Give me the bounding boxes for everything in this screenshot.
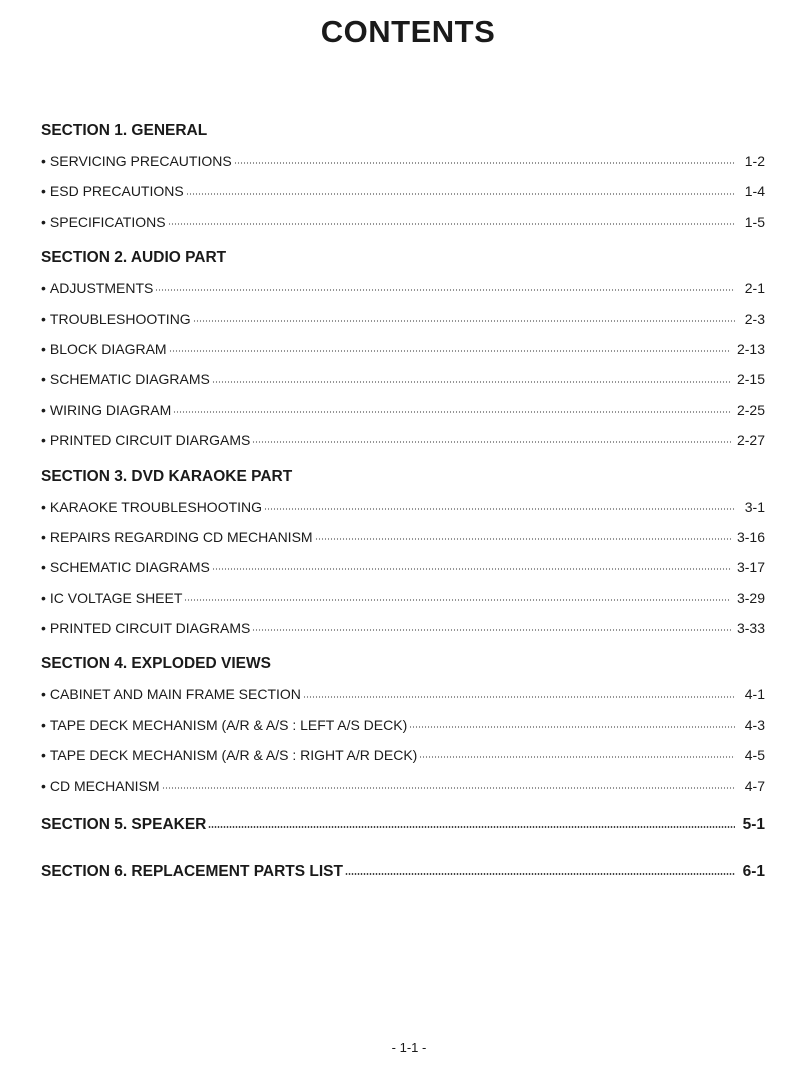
leader-dots xyxy=(212,381,731,383)
toc-entry[interactable] xyxy=(41,679,765,709)
entry-label: KARAOKE TROUBLESHOOTING xyxy=(49,498,263,515)
entry-label: PRINTED CIRCUIT DIARGAMS xyxy=(49,432,251,449)
page-number: 4-5 xyxy=(744,747,765,764)
leader-dots xyxy=(186,193,735,195)
bullet-icon: • xyxy=(41,280,46,297)
leader-dots xyxy=(264,508,735,510)
major-entry-label: SECTION 6. REPLACEMENT PARTS LIST xyxy=(41,863,343,881)
section-heading: SECTION 1. GENERAL xyxy=(41,122,208,139)
bullet-icon: • xyxy=(41,686,46,703)
toc-entry[interactable] xyxy=(41,176,765,206)
toc-major-entry[interactable] xyxy=(41,813,765,837)
toc-entry[interactable] xyxy=(41,771,765,801)
toc-entry[interactable] xyxy=(41,334,765,364)
table-of-contents xyxy=(41,120,765,884)
page-number: 2-27 xyxy=(736,432,765,449)
page-number: 1-4 xyxy=(744,183,765,200)
toc-entry[interactable] xyxy=(41,710,765,740)
entry-label: TAPE DECK MECHANISM (A/R & A/S : RIGHT A/R DECK) xyxy=(49,747,418,764)
bullet-icon: • xyxy=(41,559,46,576)
bullet-icon: • xyxy=(41,153,46,169)
entry-label: PRINTED CIRCUIT DIAGRAMS xyxy=(49,620,251,637)
bullet-icon: • xyxy=(41,310,46,327)
toc-entry[interactable] xyxy=(41,583,765,613)
leader-dots xyxy=(303,696,735,698)
entry-label: SCHEMATIC DIAGRAMS xyxy=(49,559,210,576)
page-number: 4-3 xyxy=(744,716,765,733)
page-number: 2-1 xyxy=(744,280,765,297)
toc-section xyxy=(41,653,765,801)
leader-dots xyxy=(315,538,731,540)
entry-label: WIRING DIAGRAM xyxy=(49,401,172,418)
leader-dots xyxy=(252,441,731,443)
toc-entry[interactable] xyxy=(41,492,765,522)
bullet-icon: • xyxy=(41,498,46,515)
leader-dots xyxy=(162,787,735,789)
page-number: 2-13 xyxy=(736,340,765,357)
section-heading: SECTION 4. EXPLODED VIEWS xyxy=(41,655,271,673)
page-number: 3-16 xyxy=(736,528,765,545)
toc-section xyxy=(41,466,765,644)
entry-label: TROUBLESHOOTING xyxy=(49,310,191,327)
entry-label: SCHEMATIC DIAGRAMS xyxy=(49,371,210,388)
toc-entry[interactable] xyxy=(41,273,765,303)
bullet-icon: • xyxy=(41,589,46,606)
leader-dots xyxy=(234,162,735,164)
leader-dots xyxy=(252,629,731,631)
page-title: CONTENTS xyxy=(320,14,496,49)
bullet-icon: • xyxy=(41,340,46,357)
toc-entry[interactable] xyxy=(41,304,765,334)
toc-entry[interactable] xyxy=(41,740,765,770)
page-number: 2-3 xyxy=(744,310,765,327)
entry-label: BLOCK DIAGRAM xyxy=(49,340,167,357)
toc-entry[interactable] xyxy=(41,613,765,643)
bullet-icon: • xyxy=(41,747,46,764)
page-number: 3-33 xyxy=(736,620,765,637)
entry-label: REPAIRS REGARDING CD MECHANISM xyxy=(49,528,313,545)
leader-dots xyxy=(184,599,731,601)
entry-label: IC VOLTAGE SHEET xyxy=(49,589,183,606)
toc-entry[interactable] xyxy=(41,522,765,552)
leader-dots xyxy=(155,289,735,291)
page-number: 1-5 xyxy=(744,213,765,230)
toc-entry[interactable] xyxy=(41,395,765,425)
leader-dots xyxy=(208,826,735,828)
page-number: 3-1 xyxy=(744,498,765,515)
entry-label: CD MECHANISM xyxy=(49,777,160,794)
page-number: 2-15 xyxy=(736,371,765,388)
page-number: 4-1 xyxy=(744,686,765,703)
leader-dots xyxy=(193,320,735,322)
leader-dots xyxy=(212,568,731,570)
bullet-icon: • xyxy=(41,620,46,637)
page-number: 3-17 xyxy=(736,559,765,576)
toc-section xyxy=(41,247,765,455)
bullet-icon: • xyxy=(41,716,46,733)
toc-entry[interactable] xyxy=(41,364,765,394)
leader-dots xyxy=(173,411,731,413)
leader-dots xyxy=(345,873,735,875)
bullet-icon: • xyxy=(41,213,46,230)
toc-entry[interactable] xyxy=(41,146,765,176)
entry-label: ESD PRECAUTIONS xyxy=(49,183,184,200)
section-heading: SECTION 3. DVD KARAOKE PART xyxy=(41,467,293,485)
entry-label: SPECIFICATIONS xyxy=(49,213,166,230)
page-number: 2-25 xyxy=(736,401,765,418)
page-number: 1-2 xyxy=(744,153,765,169)
leader-dots xyxy=(409,726,735,728)
toc-entry[interactable] xyxy=(41,552,765,582)
bullet-icon: • xyxy=(41,183,46,200)
toc-entry[interactable] xyxy=(41,207,765,237)
page-number: 4-7 xyxy=(744,777,765,794)
toc-section xyxy=(41,120,765,237)
toc-major-entry[interactable] xyxy=(41,860,765,884)
page-number: 6-1 xyxy=(742,863,765,881)
leader-dots xyxy=(419,756,735,758)
leader-dots xyxy=(168,223,735,225)
page-number: 3-29 xyxy=(736,589,765,606)
leader-dots xyxy=(169,350,731,352)
bullet-icon: • xyxy=(41,777,46,794)
bullet-icon: • xyxy=(41,528,46,545)
page-footer: - 1-1 - xyxy=(391,1040,427,1055)
major-entry-label: SECTION 5. SPEAKER xyxy=(41,816,207,834)
entry-label: CABINET AND MAIN FRAME SECTION xyxy=(49,686,301,703)
bullet-icon: • xyxy=(41,371,46,388)
bullet-icon: • xyxy=(41,401,46,418)
toc-entry[interactable] xyxy=(41,425,765,455)
page-number: 5-1 xyxy=(742,816,765,834)
bullet-icon: • xyxy=(41,432,46,449)
entry-label: SERVICING PRECAUTIONS xyxy=(49,153,232,169)
entry-label: TAPE DECK MECHANISM (A/R & A/S : LEFT A/S DECK) xyxy=(49,716,408,733)
entry-label: ADJUSTMENTS xyxy=(49,280,154,297)
section-heading: SECTION 2. AUDIO PART xyxy=(41,249,227,267)
